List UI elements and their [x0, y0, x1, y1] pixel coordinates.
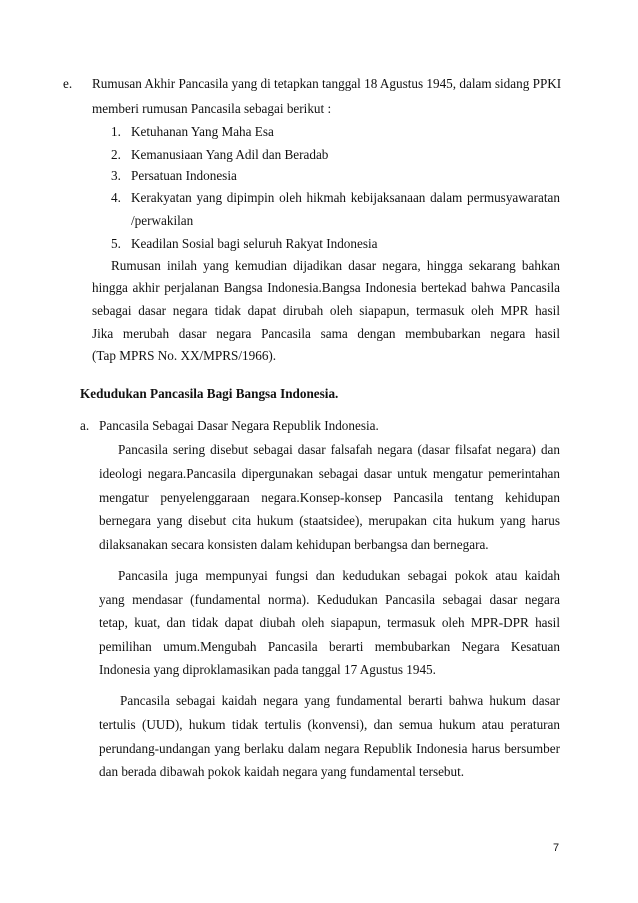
list-marker-a: a.: [80, 418, 90, 433]
list-item: Kerakyatan yang dipimpin oleh hikmah kebijaksanaan dalam permusyawaratan: [131, 190, 560, 205]
page-number: 7: [553, 842, 560, 854]
list-item: Keadilan Sosial bagi seluruh Rakyat Indonesia: [131, 236, 378, 251]
paragraph-line: Pancasila sering disebut sebagai dasar falsafah negara (dasar filsafat negara) dan: [118, 442, 560, 457]
paragraph-line: Indonesia yang diproklamasikan pada tanggal 17 Agustus 1945.: [99, 662, 436, 677]
paragraph-line: pemilihan umum.Mengubah Pancasila berarti membubarkan Negara Kesatuan: [99, 639, 560, 654]
list-number: 1.: [111, 124, 121, 139]
paragraph-line: Pancasila sebagai kaidah negara yang fundamental berarti bahwa hukum dasar: [120, 693, 560, 708]
paragraph-line: tertulis (UUD), hukum tidak tertulis (konvensi), dan semua hukum atau peraturan: [99, 717, 560, 732]
list-marker-e: e.: [63, 76, 73, 91]
section-e-line-2: memberi rumusan Pancasila sebagai berikut :: [92, 101, 332, 116]
paragraph-line: dilaksanakan secara konsisten dalam kehidupan berbangsa dan bernegara.: [99, 537, 489, 552]
list-number: 2.: [111, 147, 121, 162]
paragraph-line: sebagai dasar negara tidak dapat dirubah oleh siapapun, termasuk oleh MPR hasil: [92, 303, 560, 318]
paragraph-line: hingga akhir perjalanan Bangsa Indonesia.Bangsa Indonesia bertekad bahwa Pancasila: [92, 280, 560, 295]
subsection-title: Pancasila Sebagai Dasar Negara Republik Indonesia.: [99, 418, 379, 433]
paragraph-line: Rumusan inilah yang kemudian dijadikan dasar negara, hingga sekarang bahkan: [111, 258, 560, 273]
list-item-continuation: /perwakilan: [131, 213, 194, 228]
paragraph-line: ideologi negara.Pancasila dipergunakan sebagai dasar untuk mengatur pemerintahan: [99, 466, 560, 481]
paragraph-line: dan berada dibawah pokok kaidah negara yang fundamental tersebut.: [99, 764, 465, 779]
paragraph-line: tetap, kuat, dan tidak dapat diubah oleh siapapun, termasuk oleh MPR-DPR hasil: [99, 615, 560, 630]
paragraph-line: yang mendasar (fundamental norma). Kedudukan Pancasila sebagai dasar negara: [99, 592, 560, 607]
list-number: 3.: [111, 168, 121, 183]
paragraph-line: mengatur penyelenggaraan negara.Konsep-konsep Pancasila tentang kehidupan: [99, 490, 560, 505]
paragraph-line: bernegara yang disebut cita hukum (staatsidee), merupakan cita hukum yang harus: [99, 513, 560, 528]
section-e-line-1: Rumusan Akhir Pancasila yang di tetapkan tanggal 18 Agustus 1945, dalam sidang PPKI: [92, 76, 562, 91]
paragraph-line: perundang-undangan yang berlaku dalam negara Republik Indonesia harus bersumber: [99, 741, 560, 756]
section-heading: Kedudukan Pancasila Bagi Bangsa Indonesia.: [80, 386, 339, 401]
paragraph-line: (Tap MPRS No. XX/MPRS/1966).: [92, 348, 277, 363]
list-item: Ketuhanan Yang Maha Esa: [131, 124, 274, 139]
list-number: 5.: [111, 236, 121, 251]
list-item: Kemanusiaan Yang Adil dan Beradab: [131, 147, 329, 162]
paragraph-line: Pancasila juga mempunyai fungsi dan kedudukan sebagai pokok atau kaidah: [118, 568, 560, 583]
paragraph-line: Jika merubah dasar negara Pancasila sama dengan membubarkan negara hasil: [92, 326, 560, 341]
list-item: Persatuan Indonesia: [131, 168, 237, 183]
list-number: 4.: [111, 190, 121, 205]
